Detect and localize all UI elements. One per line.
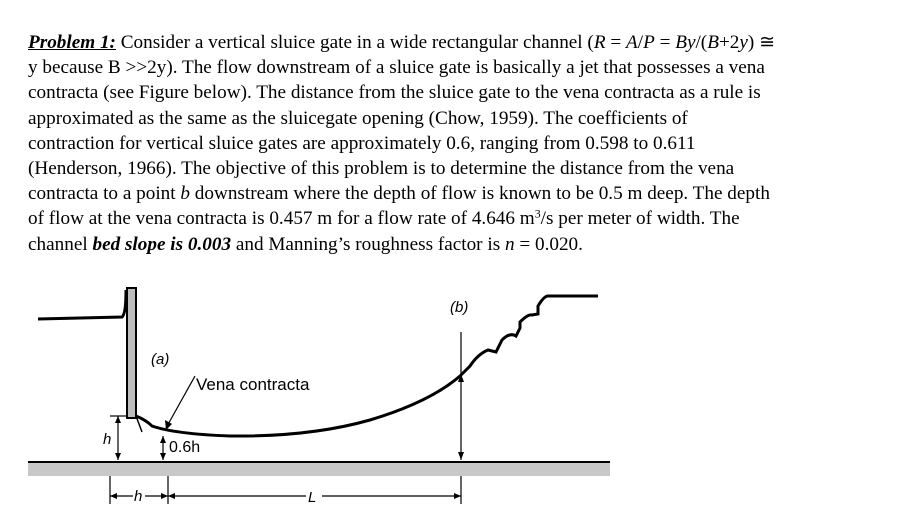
depth-0-6h-label: 0.6h [169, 439, 201, 456]
text-line-5: contraction for vertical sluice gates are approximately 0.6, ranging from 0.598 to 0.611 [28, 132, 696, 154]
var-A: A [625, 32, 638, 53]
gate-opening-arrow-up [115, 416, 121, 423]
label-a: (a) [151, 351, 170, 368]
text-span: / [637, 32, 644, 53]
text-span: contracta to a point [28, 183, 181, 205]
dim-L-arrow-left [168, 493, 175, 499]
var-P: P [643, 32, 655, 53]
text-line-8 [28, 206, 908, 231]
text-span: +2 [718, 32, 740, 53]
var-n: n [504, 233, 515, 255]
text-span: of flow at the vena contracta is 0.457 m for a flow rate of 4.646 m [28, 208, 535, 230]
text-span: = [605, 32, 626, 53]
dim-h-arrow-left [110, 493, 117, 499]
depth-arrow-up [160, 436, 166, 443]
dim-h-arrow-right [161, 493, 168, 499]
var-B: B [707, 32, 719, 53]
vena-contracta-label: Vena contracta [196, 375, 310, 394]
text-line-9 [28, 232, 908, 257]
text-line-2: y because B >>2y). The flow downstream of a sluice gate is basically a jet that possesses a vena [28, 57, 765, 79]
text-span: channel [28, 233, 93, 255]
depth-arrow-down [160, 453, 166, 460]
label-b: (b) [450, 299, 469, 316]
text-span: /( [695, 32, 708, 53]
dim-h-label: h [134, 488, 143, 505]
dim-L-label: L [308, 489, 317, 506]
problem-label: Problem 1: [28, 32, 116, 53]
problem-statement [28, 30, 908, 257]
hydraulic-jump-surface [460, 296, 598, 376]
text-line-6: (Henderson, 1966). The objective of this problem is to determine the distance from the vena [28, 158, 735, 180]
gate-opening-h-label: h [103, 431, 112, 448]
text-span: Consider a vertical sluice gate in a wide rectangular channel ( [115, 32, 594, 53]
text-span: = 0.020. [514, 233, 583, 255]
text-line-7 [28, 181, 908, 206]
superscript-3: 3 [534, 206, 541, 221]
bed-slope-emphasis: bed slope is 0.003 [92, 233, 232, 255]
vena-contracta-arrowhead [165, 420, 172, 430]
text-span: and Manning’s roughness factor is [231, 233, 505, 255]
dim-L-arrow-right [454, 493, 461, 499]
channel-bed [28, 462, 610, 476]
text-line-1 [28, 30, 908, 55]
point-b-arrow-down [458, 452, 464, 460]
text-line-4: approximated as the same as the sluicegate opening (Chow, 1959). The coefficients of [28, 107, 688, 129]
sluice-gate-figure [0, 270, 920, 526]
text-span: /s per meter of width. The [540, 208, 740, 230]
text-span: downstream where the depth of flow is known to be 0.5 m deep. The depth [189, 183, 770, 205]
gate-opening-arrow-down [115, 453, 121, 460]
text-span: ) ≅ [747, 32, 776, 53]
upstream-water-surface [38, 290, 126, 319]
var-By: By [675, 32, 696, 53]
text-line-3: contracta (see Figure below). The distance from the sluice gate to the vena contracta as a rule is [28, 82, 761, 104]
var-b: b [180, 183, 190, 205]
vena-contracta-leader [166, 376, 195, 428]
var-y: y [739, 32, 748, 53]
text-span: = [654, 32, 676, 53]
var-R: R [593, 32, 606, 53]
sluice-gate [127, 288, 136, 418]
